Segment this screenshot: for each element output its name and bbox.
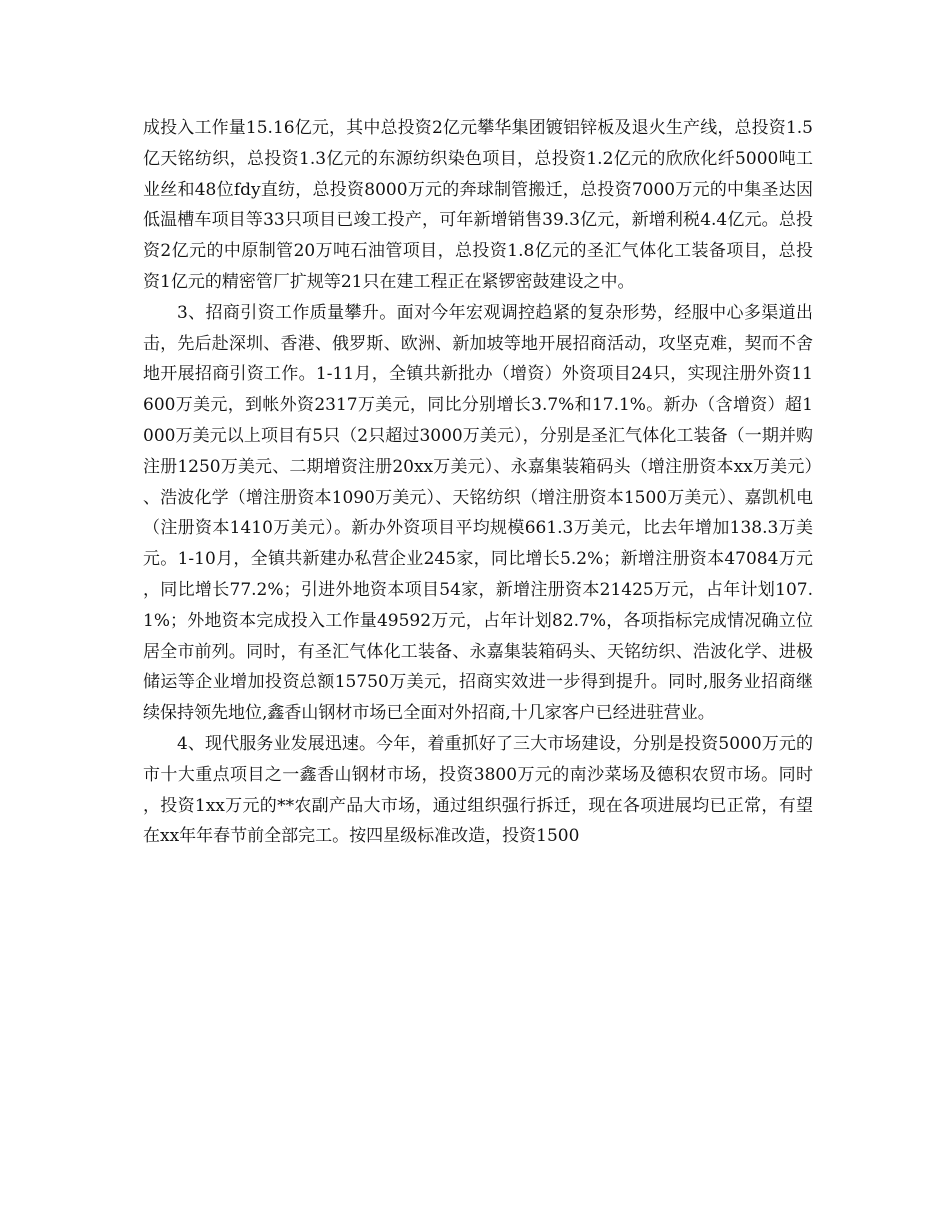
paragraph-modern-services: 4、现代服务业发展迅速。今年，着重抓好了三大市场建设，分别是投资5000万元的市十大重点项目之一鑫香山钢材市场，投资3800万元的南沙菜场及德积农贸市场。同时，投资1xx万元的**农副产品大市场，通过组织强行拆迁，现在各项进展均已正常，有望在xx年年春节前全部完工。按四星级标准改造，投资1500	[143, 733, 813, 847]
paragraph-project-progress: 成投入工作量15.16亿元，其中总投资2亿元攀华集团镀铝锌板及退火生产线，总投资1.5亿天铭纺织，总投资1.3亿元的东源纺织染色项目，总投资1.2亿元的欣欣化纤5000吨工业丝和48位fdy直纺，总投资8000万元的奔球制管搬迁，总投资7000万元的中集圣达因低温槽车项目等33只项目已竣工投产，可年新增销售39.3亿元，新增利税4.4亿元。总投资2亿元的中原制管20万吨石油管项目，总投资1.8亿元的圣汇气体化工装备项目，总投资1亿元的精密管厂扩规等21只在建工程正在紧锣密鼓建设之中。	[143, 118, 813, 292]
paragraph-investment-attraction: 3、招商引资工作质量攀升。面对今年宏观调控趋紧的复杂形势，经服中心多渠道出击，先后赴深圳、香港、俄罗斯、欧洲、新加坡等地开展招商活动，攻坚克难，契而不舍地开展招商引资工作。1-11月，全镇共新批办（增资）外资项目24只，实现注册外资11600万美元，到帐外资2317万美元，同比分别增长3.7%和17.1%。新办（含增资）超1000万美元以上项目有5只（2只超过3000万美元），分别是圣汇气体化工装备（一期并购注册1250万美元、二期增资注册20xx万美元）、永嘉集装箱码头（增注册资本xx万美元）、浩波化学（增注册资本1090万美元）、天铭纺织（增注册资本1500万美元）、嘉凯机电（注册资本1410万美元）。新办外资项目平均规模661.3万美元，比去年增加138.3万美元。1-10月，全镇共新建办私营企业245家，同比增长5.2%；新增注册资本47084万元，同比增长77.2%；引进外地资本项目54家，新增注册资本21425万元，占年计划107.1%；外地资本完成投入工作量49592万元，占年计划82.7%，各项指标完成情况确立位居全市前列。同时，有圣汇气体化工装备、永嘉集装箱码头、天铭纺织、浩波化学、进极储运等企业增加投资总额15750万美元，招商实效进一步得到提升。同时,服务业招商继续保持领先地位,鑫香山钢材市场已全面对外招商,十几家客户已经进驻营业。	[143, 302, 813, 724]
document-body	[143, 113, 813, 852]
